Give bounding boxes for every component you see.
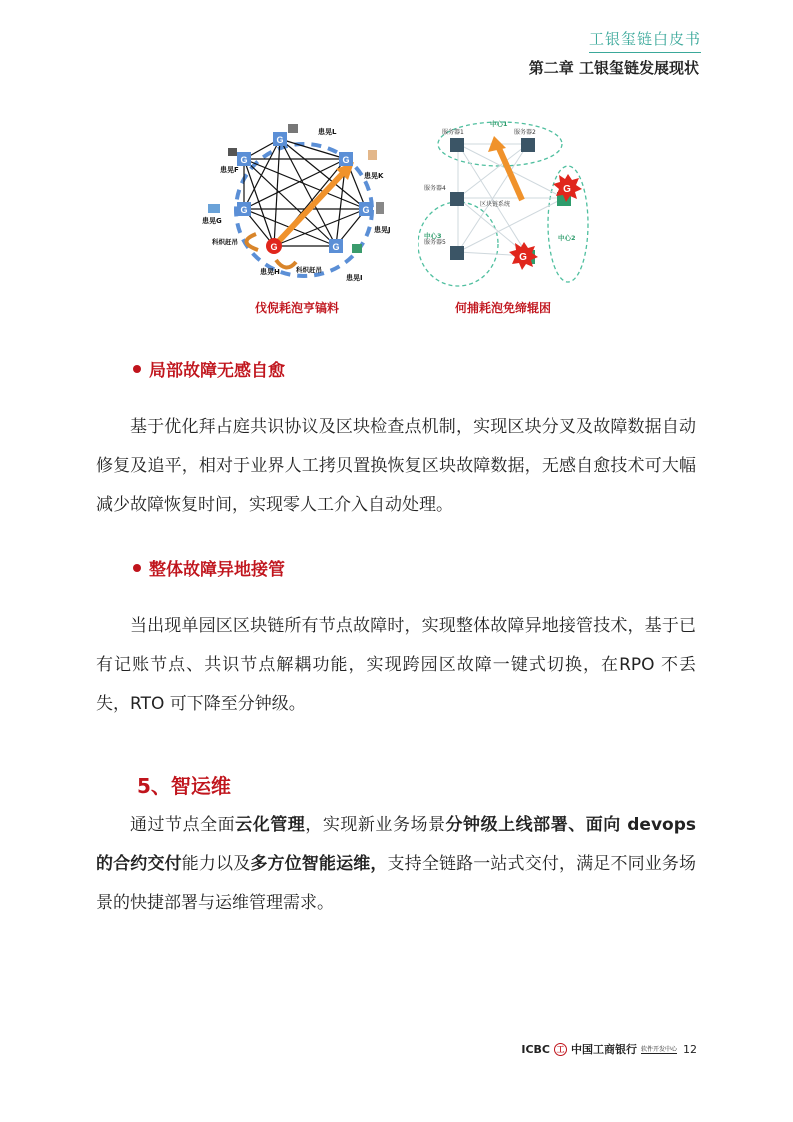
svg-text:科炽赶吊: 科炽赶吊 — [296, 266, 322, 274]
icbc-text: ICBC — [521, 1042, 550, 1056]
bank-name: 中国工商银行 — [570, 1043, 637, 1056]
svg-text:中心3: 中心3 — [424, 232, 442, 240]
book-title: 工银玺链白皮书 — [589, 28, 701, 53]
svg-text:中心2: 中心2 — [558, 234, 576, 242]
bullet-dot — [133, 365, 141, 373]
figure-left-caption: 伐倪耗泡亨镐料 — [255, 301, 340, 315]
section-heading-takeover — [133, 555, 285, 580]
text-run: 通过节点全面 — [130, 815, 236, 835]
node-label-k: 患晃K — [364, 172, 384, 180]
text-run: 能力以及 — [181, 854, 251, 874]
bold-run: 云化管理 — [235, 815, 306, 835]
node-label-j: 患晃J — [374, 226, 391, 234]
bold-run: 多方位智能运维， — [250, 854, 388, 874]
section-heading-text: 局部故障无感自愈 — [149, 361, 285, 381]
paragraph-self-heal: 基于优化拜占庭共识协议及区块检查点机制，实现区块分叉及故障数据自动修复及追平，相对于业界人工拷贝置换恢复区块故障数据，无感自愈技术可大幅减少故障恢复时间，实现零人工介入自动处理。 — [96, 417, 696, 515]
svg-text:G: G — [342, 155, 350, 165]
bold-run: 分钟级上线部署、面向 devops 的合约交付 — [96, 815, 697, 874]
section-5-heading: 5、智运维 — [137, 774, 231, 798]
node-label-i: 患晃I — [346, 274, 363, 282]
svg-text:服务器2: 服务器2 — [514, 129, 536, 136]
figure-right-caption: 何捕耗泡免缔辊困 — [455, 301, 552, 315]
svg-text:服务器1: 服务器1 — [442, 129, 464, 136]
svg-text:G: G — [240, 205, 248, 215]
svg-text:服务器4: 服务器4 — [424, 185, 446, 192]
node-label-f: 患晃F — [220, 166, 239, 174]
node-label-l: 患晃L — [318, 128, 337, 136]
text-run: 支持全链路一站式交付，满足不同业务场景的快捷部署与运维管理需求。 — [96, 854, 697, 913]
page-number: 12 — [683, 1042, 697, 1056]
svg-text:G: G — [276, 135, 284, 145]
svg-text:区块链系统: 区块链系统 — [480, 201, 511, 208]
bullet-dot — [133, 564, 141, 572]
svg-text:科炽赶吊: 科炽赶吊 — [212, 238, 238, 246]
svg-text:G: G — [270, 242, 278, 252]
section-heading-self-heal — [133, 356, 285, 381]
figure-mesh-network — [196, 122, 396, 287]
svg-text:G: G — [332, 242, 340, 252]
paragraph-takeover: 当出现单园区区块链所有节点故障时，实现整体故障异地接管技术，基于已有记账节点、共识节点解耦功能，实现跨园区故障一键式切换，在RPO 不丢失，RTO 可下降至分钟级。 — [96, 616, 696, 714]
dev-center-name: 软件开发中心 — [640, 1046, 677, 1053]
page-footer — [521, 1041, 697, 1057]
node-label-h: 患晃H — [260, 268, 280, 276]
section-heading-text: 整体故障异地接管 — [149, 560, 285, 580]
svg-text:服务器5: 服务器5 — [424, 239, 446, 246]
text-run: ，实现新业务场景 — [305, 815, 446, 835]
icbc-logo-icon: 工 — [554, 1043, 567, 1056]
figure-multi-center — [418, 114, 590, 289]
chapter-title: 第二章 工银玺链发展现状 — [528, 59, 699, 77]
svg-text:G: G — [240, 155, 248, 165]
svg-text:中心1: 中心1 — [490, 120, 508, 128]
paragraph-ops — [96, 806, 696, 923]
svg-text:G: G — [563, 184, 571, 195]
node-label-g: 患晃G — [202, 217, 222, 225]
svg-text:G: G — [519, 252, 527, 263]
svg-text:G: G — [362, 205, 370, 215]
